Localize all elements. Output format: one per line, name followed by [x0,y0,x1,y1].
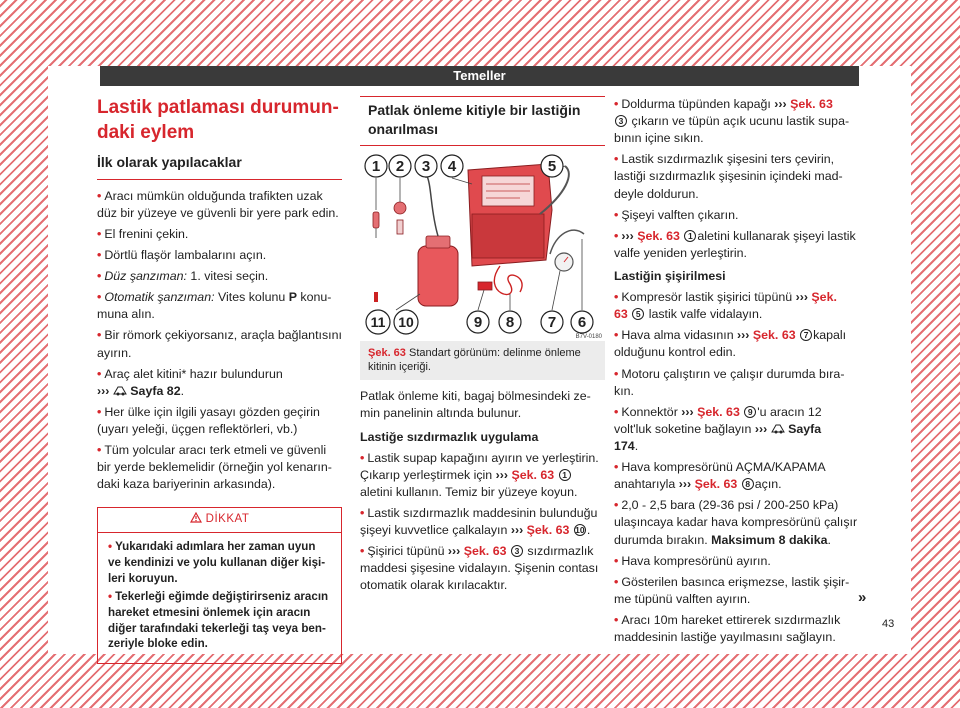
page-reference-icon [113,385,127,396]
list-item: • Şişeyi valften çıkarın. [614,207,739,222]
bullet-icon: • [97,290,102,305]
bullet-icon: • [614,366,619,381]
subheading: Lastiğe sızdırmazlık uygulama [360,429,539,444]
figure-63-link[interactable]: Şek. 63 [637,228,680,243]
warning-triangle-icon [190,512,202,523]
list-item: • Lastik sızdırmazlık maddesinin bulunduğu şişeyi kuvvetlice çalkalayın ››› Şek. 63 10 . [360,506,598,538]
list-item: • Lastik supap kapağını ayırın ve yerleştirin. Çıkarıp yerleştirmek için ››› Şek. 63 1 aletini kullanın. Temiz bir yüzeye koyun. [360,450,599,499]
figure-label: 10 [398,313,414,330]
bullet-icon: • [97,328,102,343]
list-item: • Gösterilen basınca erişmezse, lastik şişirme tüpünü valften ayırın. [614,574,850,606]
bullet-icon: • [360,506,365,521]
page-reference-icon [771,423,785,434]
figure-code: B7V-0180 [575,333,602,340]
list-item: • Araç alet kitini* hazır bulundurun ››› Sayfa 82. [97,366,283,398]
warning-body [98,533,341,662]
figure-label: 11 [370,313,386,330]
figure-label: 3 [421,157,431,175]
bullet-icon: • [108,590,113,604]
bullet-icon: • [614,328,619,343]
figure-label: 2 [395,157,405,175]
bullet-icon: • [614,498,619,513]
bullet-icon: • [614,207,619,222]
figure-63-link[interactable]: Şek. 63 [752,328,796,343]
item-number: 1 [559,469,571,481]
bullet-icon: • [614,290,619,305]
subsection-title: İlk olarak yapılacaklar [97,153,342,179]
page-number: 43 [882,618,895,630]
list-item: • El frenini çekin. [97,226,189,241]
list-item: • 2,0 - 2,5 bara (29-36 psi / 200-250 kPa) ulaşıncaya kadar hava kompresörünü çalışır durumda bırakın. Maksimum 8 dakika. [614,498,858,547]
figure-63-link[interactable]: Şek. 63 [463,544,507,559]
bullet-icon: • [97,366,102,381]
figure-63 [360,154,605,381]
list-item: • Aracı mümkün olduğunda trafikten uzak düz bir yüzeye ve güvenli bir yere park edin. [97,188,339,220]
list-item: • ››› Şek. 63 1 aletini kullanarak şişeyi lastik valfe yeniden yerleştirin. [614,228,856,260]
list-item: • Dörtlü flaşör lambalarını açın. [97,248,267,263]
paragraph: Patlak önleme kiti, bagaj bölmesindeki zemin panelinin altında bulunur. [360,389,591,421]
figure-63-link[interactable]: Şek. [811,290,837,305]
figure-label: 9 [473,313,483,331]
bullet-icon: • [614,228,619,243]
figure-63-link[interactable]: Şek. 63 [526,523,570,538]
bullet-icon: • [614,404,619,419]
figure-label: 7 [547,313,557,331]
list-item: • Hava alma vidasının ››› Şek. 63 7 kapalı olduğunu kontrol edin. [614,328,847,360]
bullet-icon: • [614,553,619,568]
bullet-icon: • [97,248,102,263]
item-number: 1 [684,230,696,242]
continued-arrow-icon: » [858,589,867,606]
page-174-link[interactable]: Sayfa [788,421,822,436]
bullet-icon: • [108,540,113,554]
item-number: 8 [742,478,754,490]
column-middle [360,96,605,599]
bullet-icon: • [97,269,102,284]
list-item: • Konnektör ››› Şek. 63 9 'u aracın 12 volt'luk soketine bağlayın ››› Sayfa 174. [614,404,822,453]
figure-label: 5 [547,157,557,175]
figure-label: 6 [577,313,587,331]
bullet-icon: • [614,152,619,167]
warning-item: • Yukarıdaki adımlara her zaman uyun ve kendinizi ve yolu kullanan diğer kişileri koruyun. [108,540,326,585]
list-item: • Aracı 10m hareket ettirerek sızdırmazlık maddesinin lastiğe yayılmasını sağlayın. [614,612,841,645]
section-title: Patlak önleme kitiyle bir lastiğin onarılması [368,102,581,137]
item-number: 3 [615,115,627,127]
figure-caption: Şek. 63 Standart görünüm: delinme önleme kitinin içeriği. [360,341,605,381]
column-left [97,96,342,664]
figure-63-link[interactable]: Şek. 63 [511,467,555,482]
warning-header: DİKKAT [98,508,341,533]
bullet-icon: • [614,574,619,589]
list-item: • Lastik sızdırmazlık şişesini ters çevirin, lastiği sızdırmazlık şişesinin içindeki maddeyle doldurun. [614,152,843,201]
item-number: 10 [575,525,585,536]
page-82-link[interactable]: Sayfa 82 [130,383,181,398]
repair-kit-illustration [360,154,605,341]
figure-63-link[interactable]: Şek. 63 [694,477,738,492]
list-item: • Kompresör lastik şişirici tüpünü ››› Şek. 63 5 lastik valfe vidalayın. [614,290,837,322]
item-number: 7 [800,329,812,341]
list-item: • Her ülke için ilgili yasayı gözden geçirin (uyarı yeleği, üçgen reflektörleri, vb.) [97,404,320,436]
page-header: Temeller [100,66,859,86]
section-title-box [360,96,605,146]
bullet-icon: • [360,450,365,465]
item-number: 9 [744,406,756,418]
warning-box [97,507,342,663]
bullet-icon: • [614,612,619,627]
list-item: • Bir römork çekiyorsanız, araçla bağlantısını ayırın. [97,328,342,360]
list-item: • Motoru çalıştırın ve çalışır durumda bırakın. [614,366,845,398]
bullet-icon: • [614,97,619,111]
list-item: • Düz şanzıman: 1. vitesi seçin. [97,269,269,284]
bullet-icon: • [97,443,102,458]
bullet-icon: • [360,544,365,559]
bullet-icon: • [97,188,102,203]
item-number: 5 [632,308,644,320]
list-item: • Şişirici tüpünü ››› Şek. 63 3 sızdırmazlık maddesi şişesine vidalayın. Şişenin contası otomatik olarak kırılacaktır. [360,544,599,593]
list-item: • Hava kompresörünü ayırın. [614,553,771,568]
section-title: Lastik patlaması durumun- daki eylem [97,97,339,143]
figure-63-link[interactable]: Şek. 63 [790,97,833,111]
warning-item: • Tekerleği eğimde değiştirirseniz aracın hareket etmesini önlemek için aracın diğer tarafındaki tekerleği taş veya benzeriyle bloke edin. [108,590,329,651]
list-item: • Hava kompresörünü AÇMA/KAPAMA anahtarıyla ››› Şek. 63 8 açın. [614,460,825,492]
bullet-icon: • [614,460,619,475]
list-item: • Tüm yolcular aracı terk etmeli ve güvenli bir yerde beklemelidir (örneğin yol kenarındaki kaza bariyerinin arkasında). [97,443,332,492]
figure-label: 8 [505,313,515,331]
bullet-icon: • [97,226,102,241]
list-item: • Doldurma tüpünden kapağı ››› Şek. 63 3 çıkarın ve tüpün açık ucunu lastik supabının içine sıkın. [614,97,850,146]
column-right [614,96,860,650]
figure-63-link[interactable]: Şek. 63 [697,404,740,419]
item-number: 3 [511,545,523,557]
figure-label: 1 [371,157,381,175]
list-item: • Otomatik şanzıman: Vites kolunu P konumuna alın. [97,290,332,322]
figure-label: 4 [447,157,457,175]
bullet-icon: • [97,404,102,419]
subheading: Lastiğin şişirilmesi [614,268,726,283]
